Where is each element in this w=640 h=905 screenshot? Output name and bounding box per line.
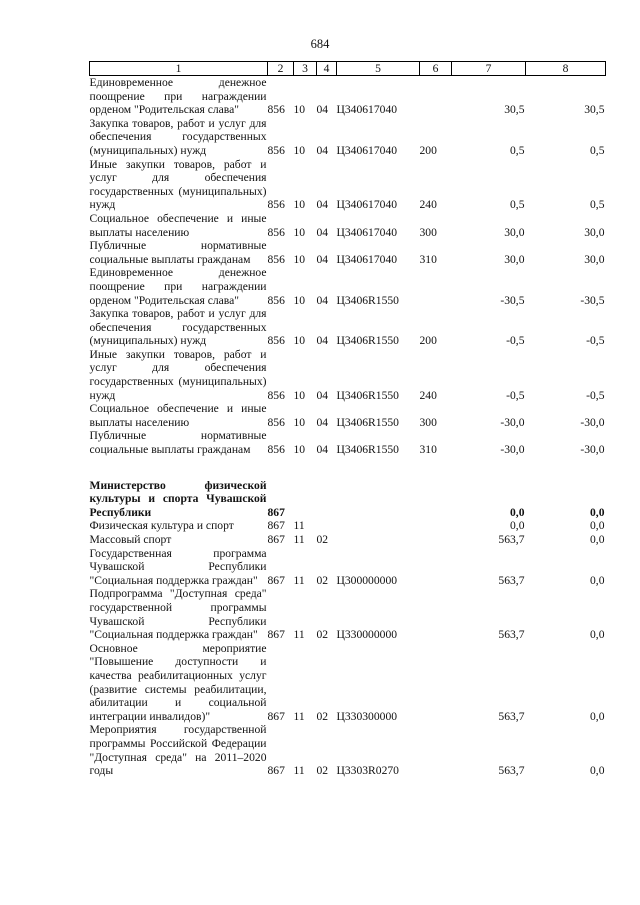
row-expense-type <box>420 519 452 533</box>
row-ministry-code: 867 <box>267 519 285 533</box>
row-amount-2020: 0,5 <box>510 198 525 212</box>
row-ministry-code: 856 <box>267 388 285 402</box>
row-subsection: 04 <box>316 143 329 157</box>
row-name: Социальное обеспечение и иные выплаты населению <box>89 402 267 429</box>
row-name: Министерство физической культуры и спорта Чувашской Республики <box>89 478 267 519</box>
row-section: 10 <box>293 334 306 348</box>
row-name: Основное мероприятие "Повышение доступности и качества реабилитационных услуг (развитие системы реабилитации, абилитации и социальной интеграции инвалидов)" <box>89 641 267 723</box>
row-expense-type <box>420 723 452 777</box>
row-section: 10 <box>293 103 306 117</box>
row-section: 10 <box>293 143 306 157</box>
row-subsection: 02 <box>316 573 329 587</box>
row-ministry-code: 856 <box>267 103 285 117</box>
row-expense-type <box>420 76 452 117</box>
page-number: 684 <box>310 37 330 51</box>
row-section: 11 <box>293 573 305 587</box>
row-ministry-code: 867 <box>267 573 285 587</box>
table-row <box>90 429 606 456</box>
row-target-article: Ц340617040 <box>336 103 398 117</box>
row-amount-2020: 30,5 <box>504 103 525 117</box>
row-name: Закупка товаров, работ и услуг для обеспечения государственных (муниципальных) нужд <box>89 307 267 348</box>
row-expense-type <box>420 642 452 724</box>
row-amount-2021: -0,5 <box>586 334 605 348</box>
column-header-3: 3 <box>294 62 317 76</box>
row-subsection <box>317 479 337 520</box>
row-subsection: 02 <box>316 709 329 723</box>
row-subsection: 02 <box>316 628 329 642</box>
row-expense-type <box>420 547 452 588</box>
table-spacer-row <box>90 457 606 479</box>
table-row <box>90 212 606 239</box>
column-header-7: 7 <box>452 62 526 76</box>
table-row <box>90 533 606 547</box>
row-target-article: Ц3406R1550 <box>336 415 399 429</box>
row-section: 11 <box>293 709 305 723</box>
row-amount-2021: 0,0 <box>590 533 605 546</box>
row-ministry-code: 856 <box>267 143 285 157</box>
row-ministry-code: 856 <box>267 252 285 266</box>
table-row <box>90 307 606 348</box>
column-header-6: 6 <box>420 62 452 76</box>
row-name: Иные закупки товаров, работ и услуг для обеспечения государственных (муниципальных) нужд <box>89 157 267 212</box>
row-amount-2021: 0,0 <box>590 505 605 519</box>
row-section: 10 <box>293 415 306 429</box>
row-amount-2021: -30,0 <box>580 415 605 429</box>
table-row <box>90 402 606 429</box>
row-name: Подпрограмма "Доступная среда" государственной программы Чувашской Республики "Социальная поддержка граждан" <box>89 587 267 642</box>
table-row <box>90 642 606 724</box>
row-amount-2020: 0,0 <box>510 519 525 533</box>
row-subsection: 04 <box>316 415 329 429</box>
row-target-article: Ц3406R1550 <box>336 334 399 348</box>
row-amount-2021: 0,0 <box>590 764 605 778</box>
row-amount-2021: 0,0 <box>590 709 605 723</box>
row-amount-2020: 563,7 <box>498 628 525 642</box>
row-target-article: Ц340617040 <box>336 143 398 157</box>
row-expense-type <box>420 266 452 307</box>
row-expense-type: 310 <box>419 252 437 266</box>
row-expense-type: 310 <box>419 443 437 457</box>
row-target-article <box>337 519 420 533</box>
row-amount-2021: 30,0 <box>584 225 605 239</box>
row-expense-type: 300 <box>419 225 437 239</box>
row-amount-2020: 30,0 <box>504 225 525 239</box>
row-section: 11 <box>293 519 305 533</box>
row-amount-2020: -0,5 <box>506 334 525 348</box>
header-row <box>90 62 606 76</box>
row-expense-type: 300 <box>419 415 437 429</box>
row-amount-2020: -30,5 <box>500 293 525 307</box>
row-expense-type <box>420 587 452 641</box>
row-target-article: Ц3406R1550 <box>336 388 399 402</box>
row-amount-2020: 563,7 <box>498 709 525 723</box>
row-amount-2020: 0,5 <box>510 143 525 157</box>
table-body <box>90 76 606 778</box>
row-section: 10 <box>293 388 306 402</box>
row-ministry-code: 867 <box>267 533 285 546</box>
row-section: 10 <box>293 293 306 307</box>
row-expense-type: 240 <box>419 388 437 402</box>
table-row <box>90 479 606 520</box>
row-target-article: Ц340617040 <box>336 198 398 212</box>
table-row <box>90 547 606 588</box>
table-row <box>90 158 606 212</box>
row-amount-2021: 30,0 <box>584 252 605 266</box>
spacer-cell <box>90 457 606 479</box>
row-amount-2021: 0,0 <box>590 519 605 533</box>
row-section: 11 <box>293 533 305 546</box>
row-target-article: Ц340617040 <box>336 225 398 239</box>
row-expense-type: 200 <box>419 334 437 348</box>
row-target-article: Ц300000000 <box>336 573 398 587</box>
row-name: Мероприятия государственной программы Российской Федерации "Доступная среда" на 2011–2020 годы <box>89 723 267 778</box>
row-amount-2021: -0,5 <box>586 388 605 402</box>
row-section <box>294 479 317 520</box>
row-subsection: 02 <box>316 764 329 778</box>
row-name: Публичные нормативные социальные выплаты гражданам <box>89 429 267 457</box>
row-amount-2020: 563,7 <box>498 764 525 778</box>
row-section: 10 <box>293 225 306 239</box>
row-expense-type: 200 <box>419 143 437 157</box>
table-row <box>90 76 606 117</box>
row-name: Единовременное денежное поощрение при награждении орденом "Родительская слава" <box>89 76 267 117</box>
table-row <box>90 587 606 641</box>
column-header-8: 8 <box>526 62 606 76</box>
row-amount-2021: 0,0 <box>590 628 605 642</box>
row-ministry-code: 856 <box>267 334 285 348</box>
row-name: Социальное обеспечение и иные выплаты населению <box>89 211 267 239</box>
column-header-5: 5 <box>337 62 420 76</box>
row-target-article <box>337 479 420 520</box>
row-target-article <box>337 533 420 547</box>
row-subsection: 04 <box>316 225 329 239</box>
table-row <box>90 266 606 307</box>
row-ministry-code: 856 <box>267 415 285 429</box>
row-ministry-code: 856 <box>267 198 285 212</box>
row-expense-type <box>420 533 452 547</box>
table-row <box>90 723 606 777</box>
table-row <box>90 239 606 266</box>
row-amount-2020: -30,0 <box>500 415 525 429</box>
table-row <box>90 348 606 402</box>
row-amount-2021: 0,5 <box>590 143 605 157</box>
row-subsection: 04 <box>316 388 329 402</box>
row-target-article: Ц3406R1550 <box>336 293 399 307</box>
row-ministry-code: 856 <box>267 225 285 239</box>
row-name: Закупка товаров, работ и услуг для обеспечения государственных (муниципальных) нужд <box>89 116 267 157</box>
row-name: Публичные нормативные социальные выплаты гражданам <box>89 239 267 266</box>
row-subsection: 04 <box>316 103 329 117</box>
row-expense-type <box>420 479 452 520</box>
table-row <box>90 519 606 533</box>
row-amount-2020: 30,0 <box>504 252 525 266</box>
row-amount-2020: 563,7 <box>498 533 525 546</box>
row-target-article: Ц330300000 <box>336 709 398 723</box>
column-header-1: 1 <box>90 62 268 76</box>
row-section: 11 <box>293 764 305 778</box>
row-target-article: Ц340617040 <box>336 252 398 266</box>
row-ministry-code: 867 <box>267 709 285 723</box>
budget-table <box>89 61 606 778</box>
row-amount-2020: -0,5 <box>506 388 525 402</box>
column-header-2: 2 <box>268 62 294 76</box>
row-target-article: Ц3303R0270 <box>336 764 399 778</box>
row-subsection: 04 <box>316 334 329 348</box>
row-subsection: 04 <box>316 293 329 307</box>
row-amount-2020: -30,0 <box>500 443 525 457</box>
row-amount-2020: 563,7 <box>498 573 525 587</box>
row-ministry-code: 867 <box>267 505 285 519</box>
row-name: Государственная программа Чувашской Республики "Социальная поддержка граждан" <box>89 546 267 587</box>
table-row <box>90 117 606 158</box>
row-ministry-code: 867 <box>267 764 285 778</box>
row-section: 10 <box>293 443 306 457</box>
row-target-article: Ц330000000 <box>336 628 398 642</box>
row-subsection <box>317 519 337 533</box>
row-subsection: 04 <box>316 198 329 212</box>
row-subsection: 02 <box>316 533 329 546</box>
row-name: Физическая культура и спорт <box>89 519 234 533</box>
row-amount-2021: 0,0 <box>590 573 605 587</box>
row-ministry-code: 856 <box>267 293 285 307</box>
row-name: Массовый спорт <box>89 533 172 546</box>
row-expense-type: 240 <box>419 198 437 212</box>
row-amount-2021: -30,0 <box>580 443 605 457</box>
row-subsection: 04 <box>316 443 329 457</box>
row-ministry-code: 856 <box>267 443 285 457</box>
row-section: 10 <box>293 252 306 266</box>
row-name: Иные закупки товаров, работ и услуг для обеспечения государственных (муниципальных) нужд <box>89 347 267 402</box>
row-section: 11 <box>293 628 305 642</box>
row-subsection: 04 <box>316 252 329 266</box>
row-amount-2021: 0,5 <box>590 198 605 212</box>
row-section: 10 <box>293 198 306 212</box>
row-target-article: Ц3406R1550 <box>336 443 399 457</box>
row-amount-2021: 30,5 <box>584 103 605 117</box>
column-header-4: 4 <box>317 62 337 76</box>
row-amount-2021: -30,5 <box>580 293 605 307</box>
row-amount-2020: 0,0 <box>510 505 525 519</box>
row-name: Единовременное денежное поощрение при награждении орденом "Родительская слава" <box>89 266 267 307</box>
row-ministry-code: 867 <box>267 628 285 642</box>
